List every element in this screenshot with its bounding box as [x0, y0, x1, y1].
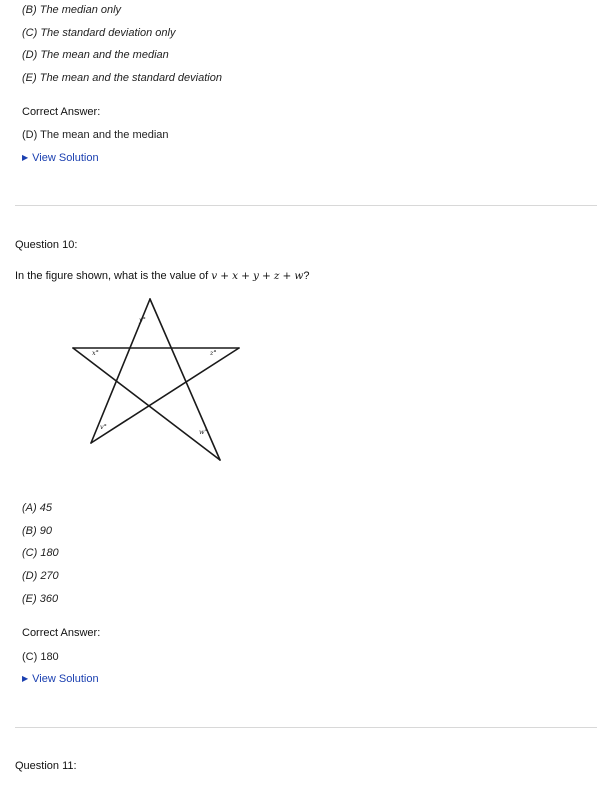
math-plus: +: [220, 270, 230, 282]
view-solution-link[interactable]: [22, 673, 99, 685]
math-var-w: w: [294, 270, 304, 282]
option-d: (D) The mean and the median: [22, 49, 169, 61]
option-e: (E) 360: [22, 593, 59, 605]
math-plus: +: [282, 270, 292, 282]
expand-triangle-icon: ▶: [22, 153, 29, 162]
star-edge: [150, 299, 220, 460]
option-d: (D) 270: [22, 570, 59, 582]
angle-label-v: v°: [100, 423, 107, 431]
angle-label-y: y°: [139, 316, 146, 324]
star-edge: [73, 348, 220, 460]
correct-answer-value: (C) 180: [22, 651, 59, 663]
option-c: (C) 180: [22, 547, 59, 559]
option-b: (B) The median only: [22, 4, 122, 16]
option-b: (B) 90: [22, 525, 52, 537]
expand-triangle-icon: ▶: [22, 674, 29, 683]
math-var-x: x: [232, 270, 239, 282]
angle-label-w: w°: [199, 428, 208, 436]
math-plus: +: [241, 270, 250, 282]
math-var-z: z: [273, 270, 280, 282]
math-var-y: y: [253, 270, 259, 282]
angle-label-z: z°: [210, 349, 217, 357]
angle-label-x: x°: [92, 349, 99, 357]
question-text-prefix: In the figure shown, what is the value of: [15, 270, 209, 282]
correct-answer-label: Correct Answer:: [22, 106, 101, 118]
math-var-v: v: [211, 270, 218, 282]
correct-answer-label: Correct Answer:: [22, 627, 101, 639]
option-c: (C) The standard deviation only: [22, 27, 176, 39]
question-mark: ?: [303, 270, 310, 282]
question-heading: Question 11:: [15, 760, 77, 772]
divider: [15, 727, 597, 728]
option-e: (E) The mean and the standard deviation: [22, 72, 222, 84]
correct-answer-value: (D) The mean and the median: [22, 129, 169, 141]
option-a: (A) 45: [22, 502, 52, 514]
view-solution-label: View Solution: [32, 673, 99, 685]
question-heading: Question 10:: [15, 239, 78, 251]
view-solution-label: View Solution: [32, 152, 99, 164]
math-plus: +: [262, 270, 271, 282]
star-edge: [91, 348, 239, 443]
